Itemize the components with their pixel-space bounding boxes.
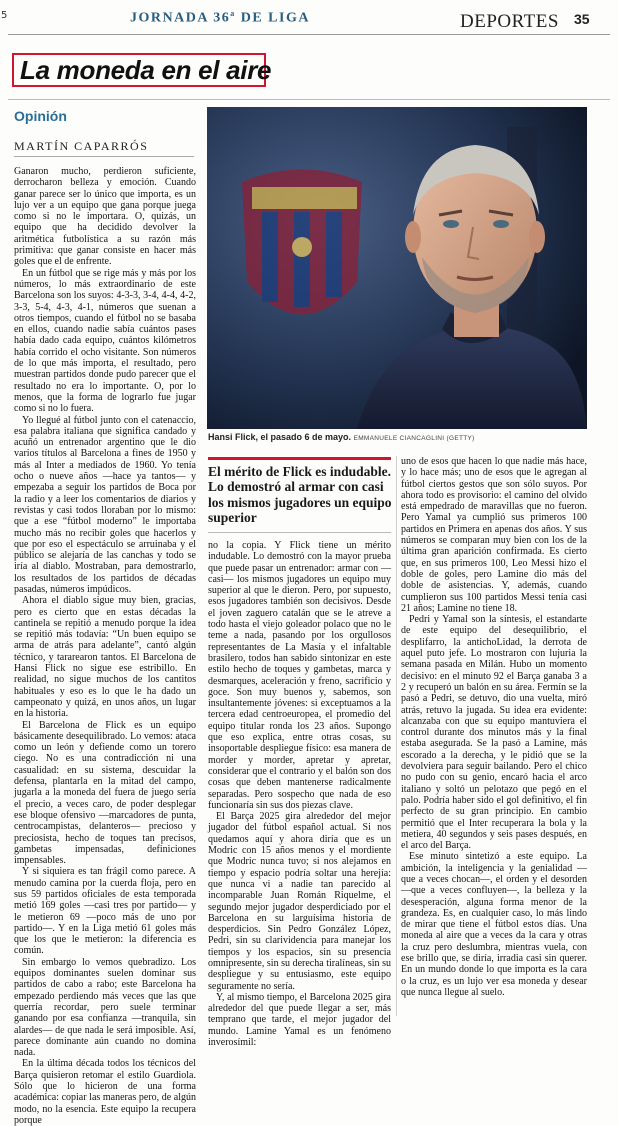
body-paragraph: En un fútbol que se rige más y más por los números, lo más extraordinario de este Barcelona son los suyos: 4-3-3, 3-4, 4-4, 4-2, 3-3, 5-4, 4-3, 4-1, números que suenan a otros tiempos, cuando el fútbol no se basaba en ellos, cuando nadie sabía cuántos pases había dado cada equipo, cuántos kilómetros había corrido el ocho visitante. Son números de lo que más importa, el resultado, pero muestran partidos donde pudo parecer que el resultado no era lo importante. O, por lo menos, que la forma de lograrlo fue jugar como si no lo fuera. (14, 267, 196, 415)
headline: La moneda en el aire (20, 54, 272, 85)
page-number: 35 (574, 11, 590, 27)
pull-quote-rule (208, 457, 391, 460)
body-paragraph: Y si siquiera es tan frágil como parece. A menudo camina por la cuerda floja, pero en sus 59 partidos oficiales de esta temporada metió 169 goles —casi tres por partido— y le metieron 69 —poco más de uno por partido—. Y en la Liga metió 61 goles más que los que le metieron: la diferencia es común. (14, 866, 196, 957)
body-paragraph: Sin embargo lo vemos quebradizo. Los equipos dominantes suelen dominar sus partidos de cabo a rabo; este Barcelona ha empezado perdiendo más veces que las que querría recordar, pero suele terminar ganando por esa confianza —tranquila, sin alardes— de que nada le será imposible. Así, parece dominante aún cuando no domina nada. (14, 956, 196, 1059)
kicker-opinion: Opinión (14, 108, 67, 124)
photo-credit: EMMANUELE CIANCAGLINI (GETTY) (353, 435, 475, 442)
article-photo (207, 107, 587, 429)
jornada-suffix: DE LIGA (235, 10, 310, 26)
jornada-label (0, 9, 440, 27)
body-paragraph: El Barcelona de Flick es un equipo básicamente desequilibrado. Lo vemos: ataca como un león y defiende como un torero ciego. No es una contradicción ni una casualidad: en su sistema, descuidar la defensa, plantarla en la mitad del campo, jugarla a la moneda del fuera de juego sería el precio, a veces caro, de poder desplegar ese bloque ofensivo —marcadores de punta, centrocampistas, delanteros— precioso y preciosista, hecho de toques tan precisos, gambetas impensadas, definiciones impensables. (14, 719, 196, 867)
pull-quote: El mérito de Flick es indudable. Lo demostró al armar con casi los mismos jugadores un equipo superior (208, 464, 392, 525)
byline-divider (14, 156, 194, 157)
jornada-ordinal: a (230, 9, 236, 18)
body-paragraph: Yo llegué al fútbol junto con el catenaccio, esa palabra italiana que significa candado y acuñó un entrenador argentino que le dio varios títulos al Barcelona a fines de 1950 y más al Inter a mediados de 1960. Yo tenía ocho o nueve años —hace ya tantos— y empezaba a seguir los partidos de Boca por la radio y a leer los comentarios de diarios y revistas y casi todos lloraban por lo mismo: que a ese “fútbol moderno” le importaba mucho más no recibir goles que hacerlos y que por eso el espectáculo se arruinaba y el público se alejaría de las canchas y todo se iría al diablo. Mostraban, para demostrarlo, los resultados de los partidos de décadas pasadas, números impúdicos. (14, 414, 196, 595)
body-column-1 (14, 166, 196, 1126)
header-divider (8, 34, 610, 35)
jornada-prefix: JORNADA 36 (130, 10, 231, 26)
body-paragraph: Y, al mismo tiempo, el Barcelona 2025 gira alrededor del que puede llegar a ser, más temprano que tarde, el mejor jugador del mundo. Lamine Yamal es un fenómeno inverosímil: (208, 991, 391, 1049)
body-paragraph: Ganaron mucho, perdieron suficiente, derrocharon belleza y emoción. Cuando ganar parece ser lo único que importa, es un lujo ver a un equipo que gana porque juega como si no le importara. O, quizás, un equipo que ha decidido devolver la aritmética futbolística a su razón más primitiva: que ganar consiste en hacer más goles que el de enfrente. (14, 166, 196, 268)
pull-quote-bottom-rule (208, 532, 391, 533)
body-paragraph: Ese minuto sintetizó a este equipo. La ambición, la inteligencia y la genialidad —que a veces chocan—, el orden y el desorden —que a veces confluyen—, la belleza y la desesperación, alguna forma menor de la grandeza. Es, en cualquier caso, lo más lindo de mirar que tiene el fútbol estos días. Una moneda al aire que a veces da la cara y otras la cruz pero deslumbra, mientras vuela, con ese brillo que, se diría, irradia casi sin querer. En un mundo donde lo que importa es la cara o la cruz, es un lujo ver esa moneda y desear que nunca llegue al suelo. (401, 851, 587, 998)
headline-box (12, 53, 272, 87)
body-column-2 (208, 540, 391, 1049)
body-paragraph: Pedri y Yamal son la síntesis, el estandarte de este equipo del desequilibrio, el desplifarro, la antichoLidad, la derrota de aquel puto jefe. Lo mostraron con lujuria la semana pasada en Milán. Hubo un momento decisivo: en el minuto 92 el Barça ganaba 3 a 2 y recuperó un balón en su área. Fermín se la pasó a Pedri, se detuvo, dio una vuelta, miró atrás, retuvo la jugada. Su idea era evidente: alcanzaba con que su equipo mantuviera el control durante dos minutos más y la final estaba asegurada. Se la pasó a Lamine, más escorado a la derecha, y le pidió que se la devolviera para seguir bailando. Pero el chico no pudo con su genio, encaró hacia el arco italiano y soltó un pelotazo que pegó en el palo. Podría haber sido el gol definitivo, el fin perfecto de su gran principio. En cambio permitió que el Inter recuperara la bola y la metiera, 40 segundos y seis pases después, en el arco del Barça. (401, 614, 587, 852)
body-paragraph: El Barça 2025 gira alrededor del mejor jugador del fútbol español actual. Si nos quedamos aquí y ahora diría que es un Modric con 15 años menos y el mordiente que Modric nunca tuvo; si nos alejamos en tiempo y espacio podría soltar una herejía: que nunca vi a nadie tan parecido al incomparable Juan Román Riquelme, el segundo mejor jugador desperdiciado por el Barcelona en su larguísima historia de desperdicios. Sin Pedro González López, Pedri, sin su clarividencia para manejar los tiempos y los espacios, sin su presencia omnipresente, sin su derecha tiralíneas, sin su despliegue y su entusiasmo, este equipo seguramente no sería. (208, 811, 391, 992)
photo-caption (208, 432, 588, 442)
page-edge-number: 5 (1, 10, 8, 21)
column-divider (396, 456, 397, 1016)
body-paragraph: Ahora el diablo sigue muy bien, gracias, pero es cierto que en estas décadas la cantinela se repitió a menudo porque la idea se repitió más todavía: “Un buen equipo se arma de atrás para adelante”, cantó algún técnico, y tararearon tantos. El Barcelona de Hansi Flick no sigue ese estribillo. En realidad, no sigue muchos de los cantitos habituales y eso es lo que le ha dado un campeonato y quizá, en unos años, un lugar en la historia. (14, 595, 196, 720)
section-title: DEPORTES (460, 11, 559, 32)
body-paragraph: no la copia. Y Flick tiene un mérito indudable. Lo demostró con la mayor prueba que puede pasar un entrenador: armar con —casi— los mismos jugadores un equipo muy superior al que le dieron. Pero, por supuesto, esos jugadores también son decisivos. Desde el joven zaguero catalán que se le atreve a todo hasta el viejo goleador polaco que no le teme a nada, pasando por los orgullosos representantes de La Masía y el infaltable brasilero, todos han sabido sintonizar en este estilo hecho de toques y gambetas, marca y desmarques, aceleración y freno, sacrificio y goce. Son muy buenos y, sabemos, son insultantemente jóvenes: si exceptuamos a la tercera edad centroeuropea, el promedio del equipo titular ronda los 23 años. Supongo que eso explica, entre otras cosas, su insoportable despliegue físico: esa manera de morder y morder, apretar y apretar, considerar que el contrario y el balón son dos cosas que deben mantenerse radicalmente separadas. Pero sospecho que nada de eso funcionaría sin sus dos piezas clave. (208, 540, 391, 811)
body-paragraph: uno de esos que hacen lo que nadie más hace, y lo hace más; uno de esos que le agregan al fútbol ciertos gestos que son sólo suyos. Por ahora todo es provisorio: el camino del olvido está empedrado de maravillas que no fueron. Pero Yamal ya cumplió sus primeros 100 partidos en Primera en apenas dos años. Y sus números se comparan muy bien con los de la última gran aparición confirmada. Es cierto que, en sus primeros 100, Leo Messi hizo el doble de goles, pero Lamine dio más del doble de asistencias. Y, además, cuando cumplieron sus 100 partidos Messi tenía casi 21 años; Lamine no tiene 18. (401, 456, 587, 614)
crest-icon (242, 170, 362, 315)
author-byline: MARTÍN CAPARRÓS (14, 139, 149, 153)
body-column-3 (401, 456, 587, 1018)
body-paragraph: En la última década todos los técnicos del Barça quisieron retomar el estilo Guardiola. Sólo que lo hicieron de una forma académica: copiar las maneras pero, de algún modo, no la esencia. Este equipo la recupera porque (14, 1058, 196, 1126)
headline-divider (8, 99, 610, 100)
photo-illustration (207, 107, 587, 429)
caption-lead: Hansi Flick, el pasado 6 de mayo. (208, 432, 352, 442)
